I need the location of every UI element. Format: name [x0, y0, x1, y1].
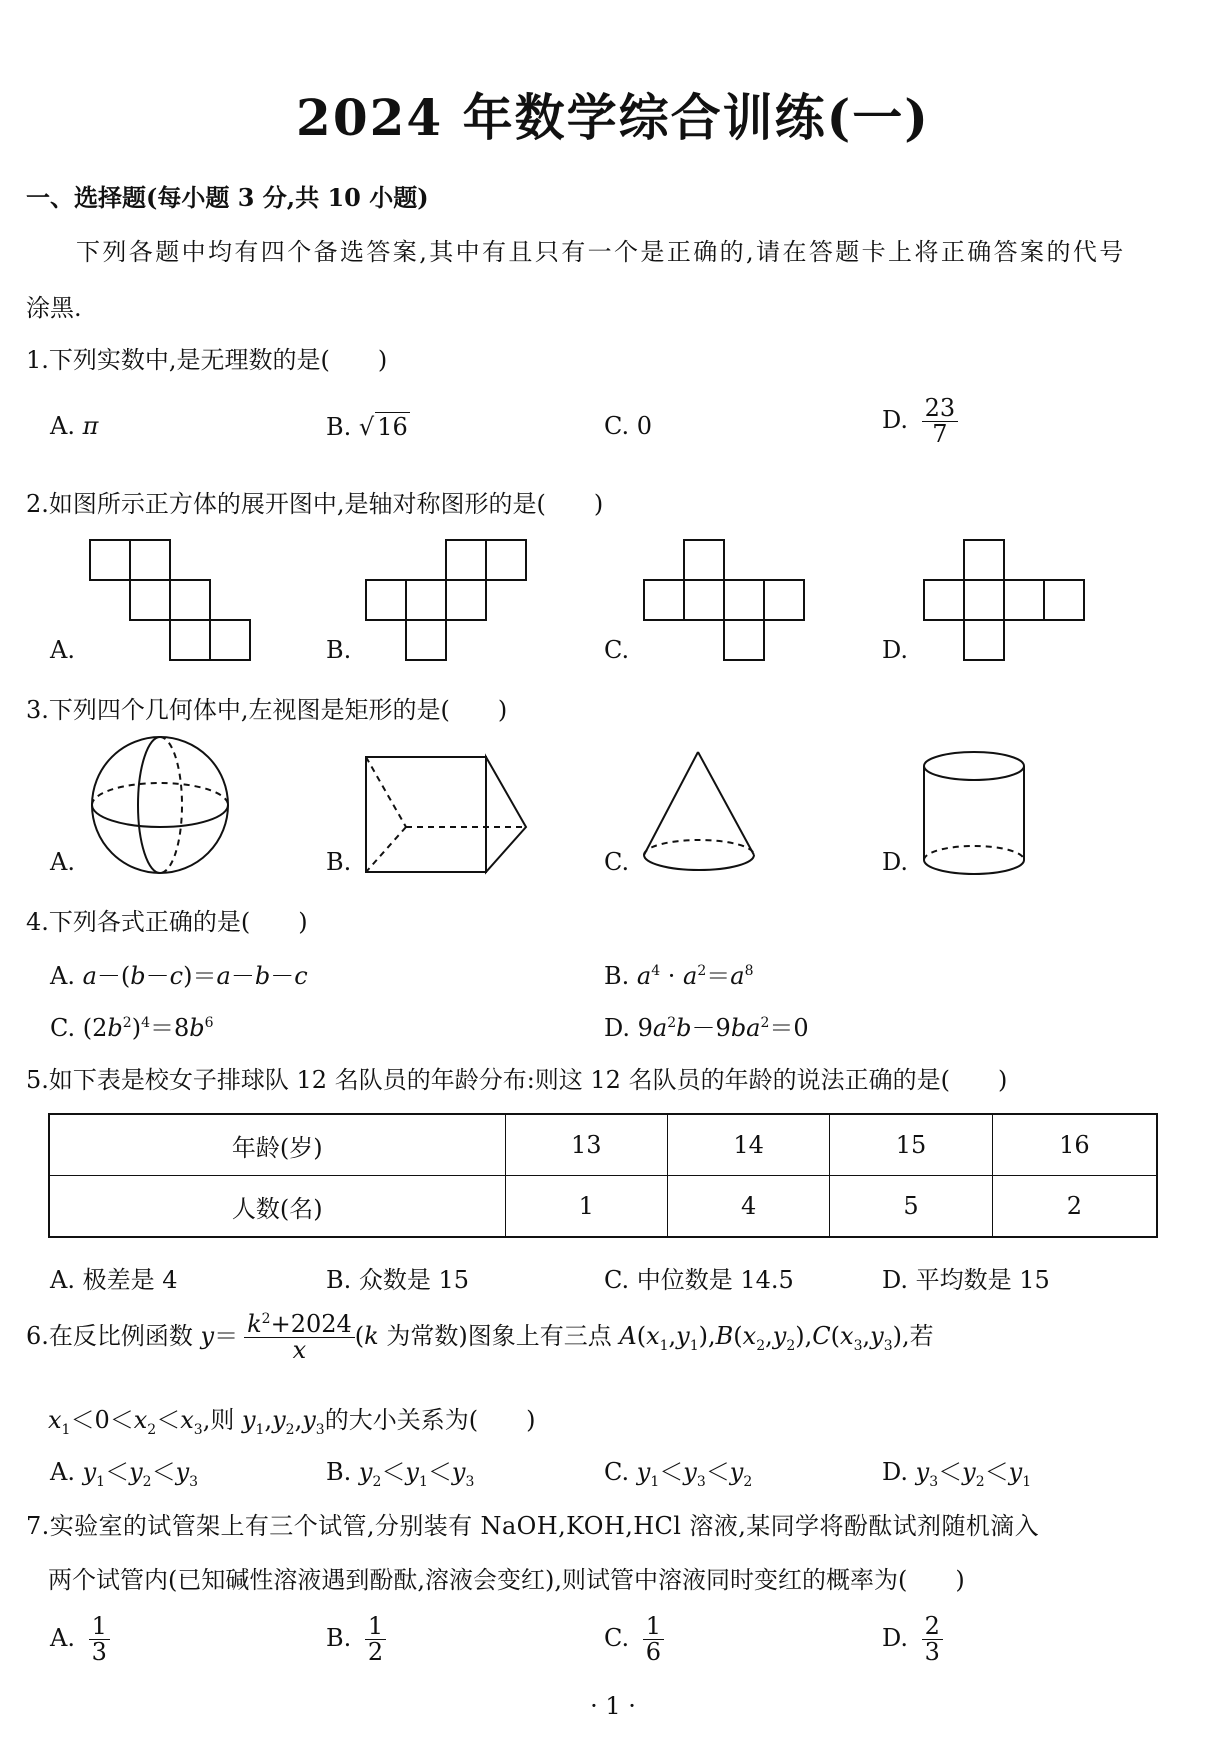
section-heading: 一、选择题(每小题 3 分,共 10 小题) [26, 183, 429, 212]
q3-label-b: B. [326, 848, 352, 876]
q5-option-c: C. 中位数是 14.5 [604, 1266, 794, 1294]
q6-func-mid: ( [354, 1322, 365, 1351]
table-cell: 14 [667, 1114, 829, 1176]
q4-d-label: D. [604, 1014, 631, 1042]
age-distribution-table [48, 1113, 1158, 1238]
q6-option-d: D. $y_3<y_2<y_1$ [882, 1458, 1032, 1490]
q7-option-c [604, 1614, 664, 1665]
q2-stem: 2.如图所示正方体的展开图中,是轴对称图形的是( ) [26, 490, 604, 518]
q1-c-value: 0 [636, 412, 653, 440]
q7-d-den: 3 [924, 1638, 940, 1667]
q3-label-c: C. [604, 848, 630, 876]
net-a [90, 540, 250, 660]
q6-func-num: +2024 [270, 1310, 352, 1338]
q4-option-d: D. $9a^2b-9ba^2=0$ [604, 1014, 809, 1042]
table-cell: 1 [505, 1176, 667, 1238]
q7-line1: 7.实验室的试管架上有三个试管,分别装有 NaOH,KOH,HCl 溶液,某同学将酚酞试剂随机滴入 [26, 1512, 1040, 1540]
q1-a-value: π [82, 412, 99, 440]
q4-stem: 4.下列各式正确的是( ) [26, 908, 308, 936]
net-b [366, 540, 526, 660]
sphere-figure [92, 737, 228, 873]
cone-figure [644, 752, 754, 870]
q2-label-a: A. [50, 636, 75, 664]
q7-option-a [50, 1614, 110, 1665]
q6-func-note: 为常数)图象上有三点 [386, 1322, 612, 1351]
q1-c-label: C. [604, 412, 630, 440]
q2-label-c: C. [604, 636, 630, 664]
table-cell: 13 [505, 1114, 667, 1176]
q7-c-den: 6 [645, 1638, 662, 1667]
q4-option-b: B. $a^4 \cdot a^2=a^8$ [604, 962, 754, 990]
q6-line2-end: 的大小关系为( ) [324, 1406, 536, 1434]
table-row [49, 1114, 1157, 1176]
prism-figure [366, 757, 526, 872]
q7-c-num: 1 [643, 1614, 664, 1640]
q6-line2-tail: ,则 [202, 1406, 235, 1434]
table-row [49, 1176, 1157, 1238]
q3-stem: 3.下列四个几何体中,左视图是矩形的是( ) [26, 696, 508, 724]
q2-label-b: B. [326, 636, 352, 664]
q1-option-b: B. √ 16 [326, 413, 408, 441]
cylinder-figure [924, 752, 1024, 874]
q2-label-d: D. [882, 636, 909, 664]
q1-stem: 1.下列实数中,是无理数的是( ) [26, 346, 388, 374]
q6-option-a: A. $y_1<y_2<y_3$ [50, 1458, 199, 1490]
q4-b-label: B. [604, 962, 630, 990]
q7-option-b [326, 1614, 386, 1665]
q7-a-label: A. [50, 1624, 75, 1653]
q1-a-label: A. [50, 412, 75, 440]
table-cell: 16 [992, 1114, 1157, 1176]
q6-line1: 6.在反比例函数 y＝ $\frac{k^2+2024}{x}$ (k 为常数)图象上有三点 $A(x_1,y_1),B(x_2,y_2),C(x_3,y_3)$,若 [26, 1310, 934, 1365]
q4-a-label: A. [50, 962, 75, 990]
table-cell: 5 [830, 1176, 992, 1238]
q5-stem: 5.如下表是校女子排球队 12 名队员的年龄分布:则这 12 名队员的年龄的说法正确的是( ) [26, 1066, 1008, 1094]
q7-c-label: C. [604, 1624, 630, 1653]
net-c [644, 540, 804, 660]
q6-prefix: 6.在反比例函数 [26, 1322, 193, 1351]
q4-option-a: A. a－(b－c)＝a－b－c [50, 962, 308, 990]
q6-b-label: B. [326, 1458, 352, 1486]
table-cell: 15 [830, 1114, 992, 1176]
q7-b-den: 2 [367, 1638, 384, 1667]
net-d [924, 540, 1084, 660]
q7-d-label: D. [882, 1624, 909, 1653]
q7-line2: 两个试管内(已知碱性溶液遇到酚酞,溶液会变红),则试管中溶液同时变红的概率为( ) [48, 1566, 965, 1594]
q6-d-label: D. [882, 1458, 909, 1486]
q7-b-num: 1 [365, 1614, 386, 1640]
q7-option-d [882, 1614, 943, 1665]
table-cell: 2 [992, 1176, 1157, 1238]
page-number: · 1 · [590, 1692, 636, 1720]
q1-b-label: B. [326, 413, 352, 441]
q5-option-b: B. 众数是 15 [326, 1266, 470, 1294]
q6-option-b: B. $y_2<y_1<y_3$ [326, 1458, 475, 1490]
q4-option-c: C. $(2b^2)^4=8b^6$ [50, 1014, 214, 1042]
q6-c-label: C. [604, 1458, 630, 1486]
q7-b-label: B. [326, 1624, 352, 1653]
table-cell: 人数(名) [49, 1176, 505, 1238]
instruction-line1: 下列各题中均有四个备选答案,其中有且只有一个是正确的,请在答题卡上将正确答案的代号 [76, 238, 1126, 266]
q6-line2: $x_1<0<x_2<x_3$,则 $y_1,y_2,y_3$的大小关系为( ) [48, 1406, 536, 1438]
page-title: 2024 年数学综合训练(一) [296, 88, 930, 147]
q1-b-radicand: 16 [377, 413, 408, 441]
q1-d-numerator: 23 [922, 396, 959, 422]
q4-c-label: C. [50, 1014, 76, 1042]
q7-a-den: 3 [91, 1638, 107, 1667]
q1-d-denominator: 7 [932, 420, 948, 449]
q1-d-label: D. [882, 406, 909, 435]
table-cell: 年龄(岁) [49, 1114, 505, 1176]
q5-option-a: A. 极差是 4 [50, 1266, 178, 1294]
q5-option-d: D. 平均数是 15 [882, 1266, 1050, 1294]
table-cell: 4 [667, 1176, 829, 1238]
q7-d-num: 2 [922, 1614, 943, 1640]
q3-label-d: D. [882, 848, 909, 876]
q6-a-label: A. [50, 1458, 75, 1486]
q3-label-a: A. [50, 848, 75, 876]
instruction-line2: 涂黑. [26, 294, 82, 322]
q7-a-num: 1 [89, 1614, 110, 1640]
q6-option-c: C. $y_1<y_3<y_2$ [604, 1458, 753, 1490]
